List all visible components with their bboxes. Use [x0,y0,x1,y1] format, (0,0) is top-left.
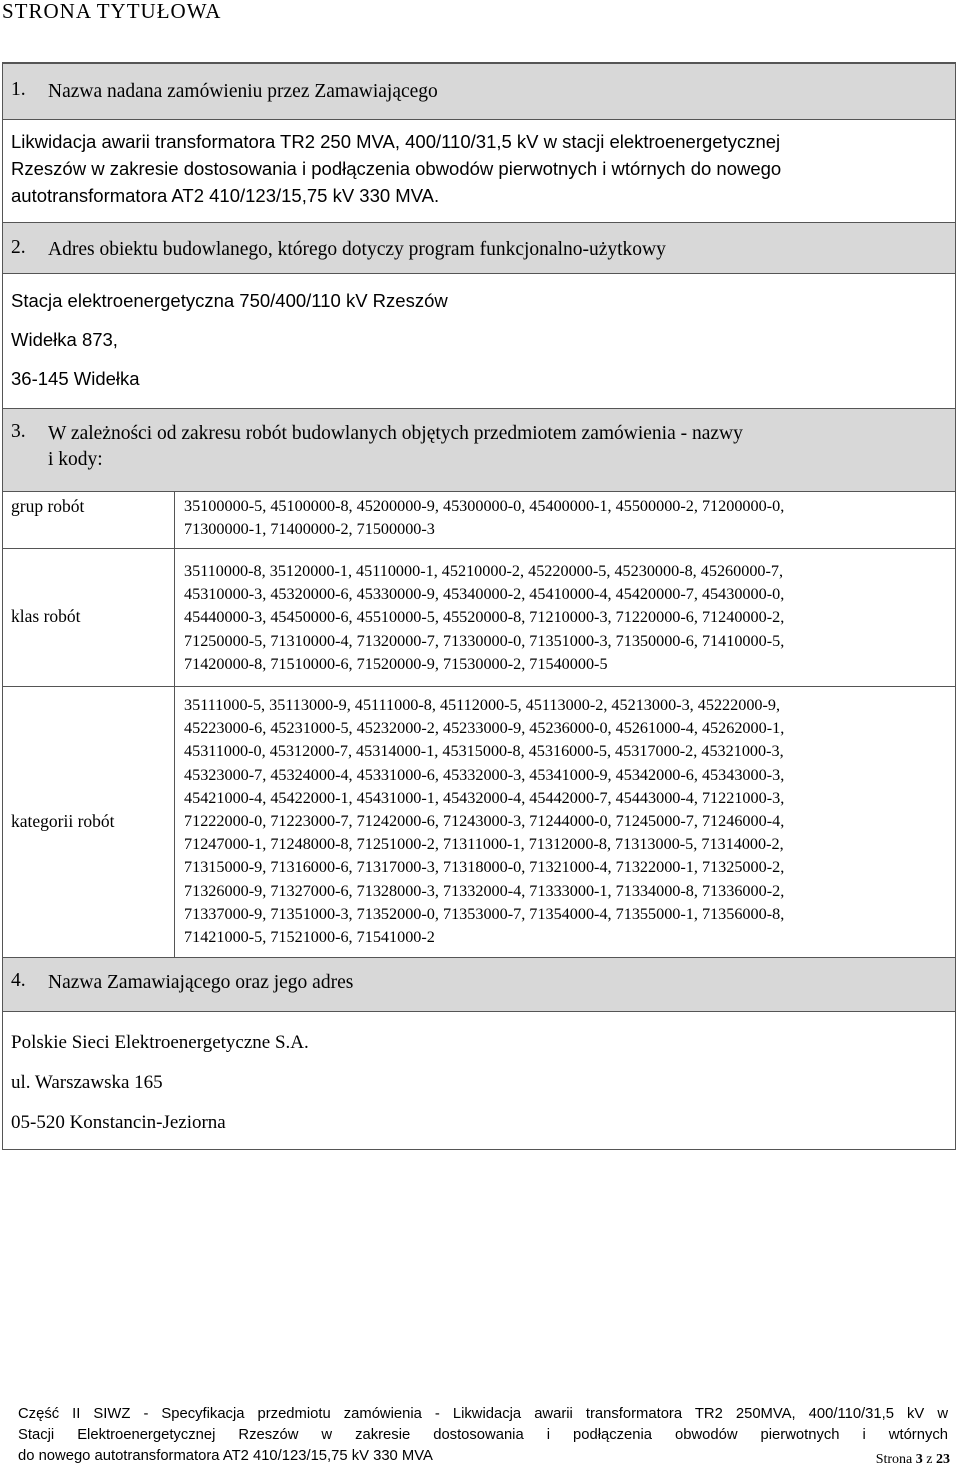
section-2-number: 2. [11,237,26,258]
page-number [876,1452,950,1468]
section-4-heading [3,957,955,1012]
section-4-number: 4. [11,970,26,991]
table-row-divider [3,686,955,687]
row-label-class: klas robót [11,606,81,626]
object-address-line: Stacja elektroenergetyczna 750/400/110 kV Rzeszów [11,290,448,311]
page-number-label: Strona [875,1452,913,1467]
section-4-title: Nazwa Zamawiającego oraz jego adres [48,972,354,993]
page-number-current: 3 [915,1452,923,1467]
footer-line: do nowego autotransformatora AT2 410/123/15,75 kV 330 MVA [18,1448,433,1464]
section-1-number: 1. [11,79,26,100]
section-3-title [48,421,925,473]
codes-group: 35100000-5, 45100000-8, 45200000-9, 45300000-0, 45400000-1, 45500000-2, 71200000-0, 71300000-1, 71400000-2, 71500000-3 [184,497,785,539]
row-label-group: grup robót [11,496,85,516]
row-label-category: kategorii robót [11,811,115,831]
section-3-number: 3. [11,421,26,442]
section-1-line: Likwidacja awarii transformatora TR2 250 MVA, 400/110/31,5 kV w stacji elektroenergetycznej [11,131,781,152]
section-2-title: Adres obiektu budowlanego, którego dotyczy program funkcjonalno-użytkowy [48,239,666,260]
section-3-title-line: W zależności od zakresu robót budowlanych objętych przedmiotem zamówienia - nazwy [48,423,743,444]
section-1-line: Rzeszów w zakresie dostosowania i podłączenia obwodów pierwotnych i wtórnych do nowego [11,158,782,179]
table-column-divider [174,492,175,957]
title-page-frame [2,62,956,1150]
contracting-authority-line: Polskie Sieci Elektroenergetyczne S.A. [11,1032,309,1053]
section-1-heading [3,63,955,120]
section-2-heading [3,222,955,274]
section-1-title: Nazwa nadana zamówieniu przez Zamawiającego [48,81,438,102]
object-address-line: 36-145 Widełka [11,368,140,389]
contracting-authority-line: ul. Warszawska 165 [11,1072,163,1093]
table-row-divider [3,548,955,549]
section-3-heading [3,408,955,492]
section-1-line: autotransformatora AT2 410/123/15,75 kV 330 MVA. [11,185,440,206]
page-number-total: 23 [936,1452,950,1467]
page-footer [18,1404,948,1467]
footer-line: Stacji Elektroenergetycznej Rzeszów w zakresie dostosowania i podłączenia obwodów pierwotnych i wtórnych [18,1427,948,1443]
section-3-title-line: i kody: [48,449,103,470]
section-1-body [11,128,781,209]
page-title: STRONA TYTUŁOWA [2,0,222,23]
footer-line: Część II SIWZ - Specyfikacja przedmiotu zamówienia - Likwidacja awarii transformatora TR2 250MVA, 400/110/31,5 kV w [18,1406,948,1422]
object-address-line: Widełka 873, [11,329,118,350]
codes-class: 35110000-8, 35120000-1, 45110000-1, 45210000-2, 45220000-5, 45230000-8, 45260000-7, 45310000-3, 45320000-6, 45330000-9, 45340000-2, 45410000-4, 45420000-7, 45430000-0, 45440000-3, 45450000-6, 45510000-5, 45520000-8, 71210000-3, 71220000-6, 71240000-2, 71250000-5, 71310000-4, 71320000-7, 71330000-0, 71351000-3, 71350000-6, 71410000-5, 71420000-8, 71510000-6, 71520000-9, 71530000-2, 71540000-5 [184,562,785,673]
codes-category: 35111000-5, 35113000-9, 45111000-8, 45112000-5, 45113000-2, 45213000-3, 45222000-9, 45223000-6, 45231000-5, 45232000-2, 45233000-9, 45236000-0, 45261000-4, 45262000-1, 45311000-0, 45312000-7, 45314000-1, 45315000-8, 45316000-5, 45317000-2, 45321000-3, 45323000-7, 45324000-4, 45331000-6, 45332000-3, 45341000-9, 45342000-6, 45343000-3, 45421000-4, 45422000-1, 45431000-1, 45432000-4, 45442000-7, 45443000-4, 71221000-3, 71222000-0, 71223000-7, 71242000-6, 71243000-3, 71244000-0, 71245000-7, 71246000-4, 71247000-1, 71248000-8, 71251000-2, 71311000-1, 71312000-8, 71313000-5, 71314000-2, 71315000-9, 71316000-6, 71317000-3, 71318000-0, 71321000-4, 71322000-1, 71325000-2, 71326000-9, 71327000-6, 71328000-3, 71332000-4, 71333000-1, 71334000-8, 71336000-2, 71337000-9, 71351000-3, 71352000-0, 71353000-7, 71354000-4, 71355000-1, 71356000-8, 71421000-5, 71521000-6, 71541000-2 [184,696,785,947]
page-number-sep: z [926,1452,933,1467]
contracting-authority-line: 05-520 Konstancin-Jeziorna [11,1112,226,1133]
